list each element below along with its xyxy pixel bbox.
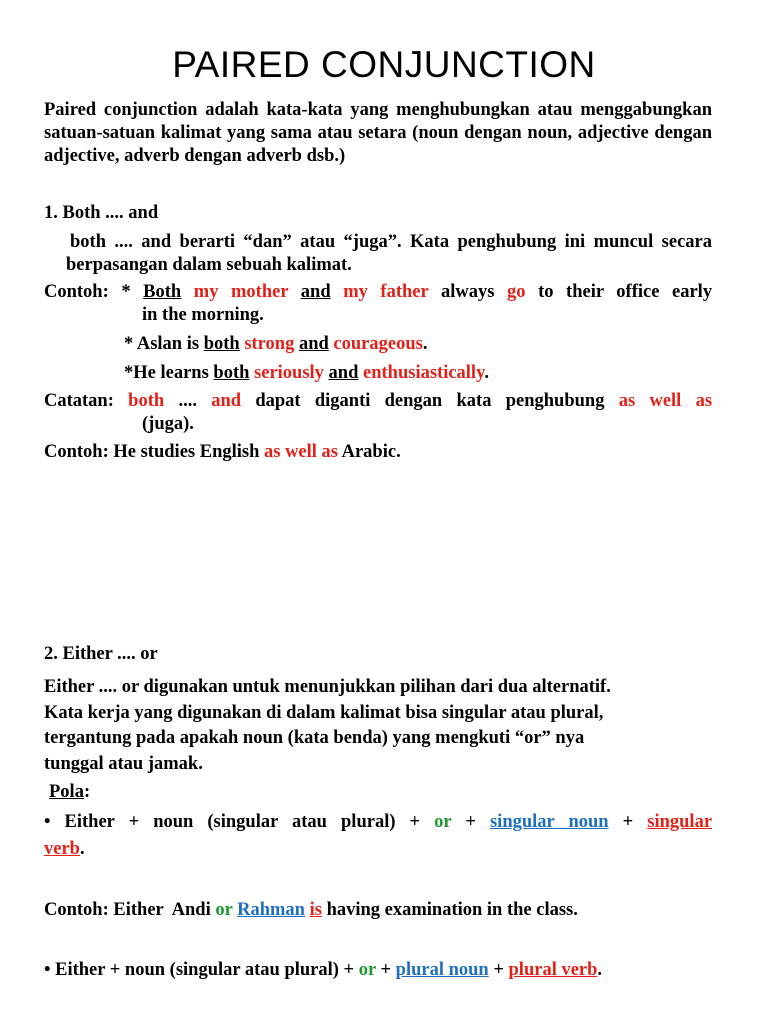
example-line-4 — [44, 441, 712, 464]
plus: + — [380, 960, 392, 980]
either-example — [44, 899, 712, 922]
intro-paragraph: Paired conjunction adalah kata-kata yang menghubungkan atau menggabungkan satuan-satuan kalimat yang sama atau setara (noun dengan noun, adjective dengan adjective, adverb dengan adverb dsb.) — [44, 100, 712, 166]
dots: .... — [178, 391, 197, 411]
word-strong: strong — [244, 334, 295, 354]
plural-verb: plural verb — [508, 960, 598, 980]
word-arabic: Arabic. — [341, 442, 401, 462]
verb-go: go — [507, 282, 526, 302]
plural-noun: plural noun — [395, 960, 489, 980]
description-line: Either .... or digunakan untuk menunjukkan pilihan dari dua alternatif. — [44, 677, 611, 697]
note-text: dapat diganti dengan kata penghubung — [255, 391, 605, 411]
keyword-or: or — [434, 812, 452, 832]
keyword-or: or — [358, 960, 376, 980]
keyword-both: both — [128, 391, 165, 411]
example-line-1 — [44, 281, 712, 304]
singular-verb-part2: verb — [44, 839, 80, 859]
phrase-my-father: my father — [343, 282, 429, 302]
page-title: PAIRED CONJUNCTION — [172, 44, 596, 85]
keyword-and: and — [328, 363, 359, 383]
example-prefix: Contoh: He studies English — [44, 442, 260, 462]
section2-heading: 2. Either .... or — [44, 644, 158, 664]
pattern-rule-1-cont — [44, 838, 712, 861]
description-line: Kata kerja yang digunakan di dalam kalimat bisa singular atau plural, — [44, 702, 604, 723]
rule-bullet-text: • Either + noun (singular atau plural) + — [44, 812, 421, 832]
text-always: always — [440, 282, 495, 302]
example-line-1-cont: in the morning. — [142, 305, 264, 325]
name-rahman: Rahman — [237, 900, 305, 920]
plus: + — [493, 960, 504, 980]
example-line-3 — [124, 362, 712, 385]
keyword-both: both — [213, 363, 250, 383]
example-rest: having examination in the class. — [326, 900, 578, 920]
word-courageous: courageous — [333, 334, 423, 354]
pola-label — [49, 781, 349, 804]
example-line-2 — [124, 333, 712, 356]
description-line: tergantung pada apakah noun (kata benda) yang mengkuti “or” nya — [44, 728, 585, 748]
plus: + — [622, 812, 634, 832]
punct: . — [484, 363, 489, 383]
example-prefix: * Aslan is — [124, 334, 200, 354]
description-line: tunggal atau jamak. — [44, 753, 203, 774]
singular-noun: singular noun — [489, 812, 609, 832]
verb-is: is — [309, 900, 322, 920]
word-seriously: seriously — [254, 363, 324, 383]
section1-description: both .... and berarti “dan” atau “juga”. Kata penghubung ini muncul secara berpasangan dalam sebuah kalimat. — [66, 232, 712, 275]
example-prefix: *He learns — [124, 363, 209, 383]
rule-bullet-text: • Either + noun (singular atau plural) + — [44, 960, 355, 980]
plus: + — [465, 812, 476, 832]
section1-heading: 1. Both .... and — [44, 203, 159, 223]
example-prefix: Contoh: Either Andi — [44, 900, 211, 920]
punct: . — [597, 960, 603, 980]
singular-verb-part1: singular — [647, 812, 713, 832]
pattern-rule-2 — [44, 959, 712, 982]
example-prefix: Contoh: * — [44, 282, 144, 302]
keyword-or: or — [215, 900, 233, 920]
keyword-and: and — [211, 391, 242, 411]
pattern-rule-1 — [44, 811, 712, 834]
pola-colon: : — [83, 782, 91, 802]
note-line-cont: (juga). — [142, 414, 194, 434]
punct: . — [422, 334, 428, 354]
punct: . — [79, 839, 85, 859]
phrase-my-mother: my mother — [193, 282, 289, 302]
pola-word: Pola — [49, 782, 84, 802]
keyword-both: Both — [143, 282, 182, 302]
keyword-and: and — [300, 282, 331, 302]
text-office: to their office early — [538, 282, 713, 302]
keyword-both: both — [203, 334, 240, 354]
keyword-as-well-as: as well as — [618, 391, 713, 411]
keyword-as-well-as: as well as — [264, 442, 338, 462]
note-prefix: Catatan: — [44, 391, 114, 411]
section2-description — [44, 675, 712, 777]
keyword-and: and — [298, 334, 329, 354]
word-enthusiastically: enthusiastically — [363, 363, 485, 383]
note-line — [44, 390, 712, 413]
